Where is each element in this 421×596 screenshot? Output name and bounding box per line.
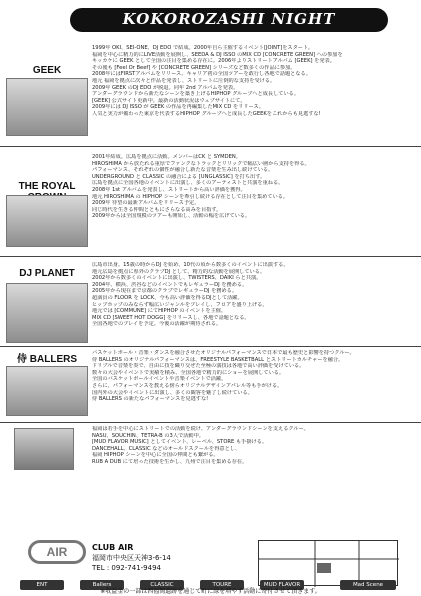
bio-line: 国内外の大会やイベントに出演し、多くの観客を魅了し続けている。 xyxy=(92,389,253,396)
bio-line: 超満員の FLOOR を LOCK、今も高い評価を得るDJとして活躍。 xyxy=(92,294,243,301)
bio-line: [GEEK] 公式サイト更新中。最新の活動状況はウェブサイトにて。 xyxy=(92,97,246,104)
artist-photo xyxy=(6,283,88,343)
bio-line: 2009年からは全国規模のツアーも開始し、活動の幅を広げている。 xyxy=(92,213,251,220)
bio-line: バスケットボール・音楽・ダンスを融合させたオリジナルパフォーマンスで日本で最も歴史と影響を持つクルー。 xyxy=(92,350,355,356)
bio-line: 福岡 HIPHOP シーンを中心に全国の仲間とも繋がる。 xyxy=(92,452,219,459)
sponsor-logo: Ballers xyxy=(80,580,124,590)
bio-line: [MUD FLAVOR MUSIC] としてイベント、レーベル、STORE も手掛ける。 xyxy=(92,439,268,446)
section-divider xyxy=(0,346,421,347)
section-divider xyxy=(0,256,421,257)
artist-name: 侍 BALLERS xyxy=(17,354,77,365)
bio-line: パフォーマンス、それぞれの個性が融合し新たな音楽を生み出し続けている。 xyxy=(92,167,274,174)
bio-line: 地元広島を拠点に県外のクラブDJ として、精力的な活動を展開している。 xyxy=(92,268,266,275)
bio-line: 全国のバスケットボールイベントや音楽イベントで活躍。 xyxy=(92,376,227,383)
bio-line: 広島を拠点に全国各地のイベントに出演し、多くのアーティストと共演を重ねる。 xyxy=(92,180,284,187)
bio-line: アンダーグラウンドから新たなシーンを築き上げるHIPHOP グループへと成長している。 xyxy=(92,91,300,98)
section-divider xyxy=(0,146,421,147)
bio-line: ヒップホップのみならず幅広いジャンルをプレイし、フロアを盛り上げる。 xyxy=(92,301,268,308)
bio-line: DANCEHALL、CLASSIC などのオールドスクールを得意とし、 xyxy=(92,445,241,452)
artist-name: GEEK xyxy=(32,65,62,76)
bio-line: 数々の大会やイベントで実績を積み、全国各地で精力的にショーを展開している。 xyxy=(92,369,285,376)
bio-line: 福岡は若手を中心にストリートでの活動を続け、アンダーグラウンドシーンを支えるクルー。 xyxy=(92,426,309,432)
artist-bio xyxy=(92,45,414,145)
bio-line: 2009年 待望の最新アルバムをリリース予定。 xyxy=(92,200,200,207)
bio-line: 広島市出身。15歳の時からDJ を始め、10代の頃から数多くのイベントに出演する。 xyxy=(92,262,289,268)
artist-bio xyxy=(92,350,414,420)
sponsor-logo: TOURE xyxy=(200,580,244,590)
bio-line: 地元 HIROSHIMA の HIPHOP シーンを牽引し続ける存在として注目を集めている。 xyxy=(92,193,289,200)
bio-line: 人気と実力が備わった東京を代表するHIPHOP グループへと成長したGEEKをこれからも見逃すな! xyxy=(92,110,321,117)
bio-line: 2005年から現在まで京都のクラブでレギュラーDJ を務める。 xyxy=(92,288,238,295)
bio-line: 侍 BALLERS の新たなパフォーマンスを見逃すな! xyxy=(92,396,209,403)
sponsor-logo: CLASSIC xyxy=(140,580,184,590)
air-logo: AIR xyxy=(28,540,86,564)
bio-line: 全国各地でのプレイを予定。今後の活躍が期待される。 xyxy=(92,321,222,328)
club-info xyxy=(92,543,242,573)
artist-bio xyxy=(92,262,414,344)
artist-bio xyxy=(92,154,414,254)
bio-line: 2008年にはFIRSTアルバムをリリース。キャリア初の全国ツアーを敢行し各地で話題となる。 xyxy=(92,71,311,78)
page-title: KOKOROZASHI NIGHT xyxy=(122,10,336,28)
bio-line: 1999年 OKI、SEI-ONE、DJ EDO で結成。2000年自ら主催するイベント[JOINT]をスタート。 xyxy=(92,45,313,51)
bio-line: 同じ時代を生きる仲間とともにさらなる高みを目指す。 xyxy=(92,206,222,213)
artist-name: THE ROYAL xyxy=(18,181,76,192)
bio-line: 2008年 1st アルバムを発表し、ストリートから高い評価を獲得。 xyxy=(92,186,246,193)
bio-line: 2002年から数多くのイベントに出演し、TWISTERS、DAIKI らと共演。 xyxy=(92,275,262,282)
artist-photo xyxy=(6,366,88,416)
section-divider xyxy=(0,422,421,423)
club-name: CLUB AIR xyxy=(92,543,134,552)
header xyxy=(0,0,421,38)
bio-line: 2009年 GEEK のDJ EDO が脱退。同年 2nd アルバムを発表。 xyxy=(92,84,239,91)
bio-line: 地元 福岡を拠点に次々と作品を発表し、ストリートに圧倒的な支持を受ける。 xyxy=(92,77,276,84)
bio-line: 2004年、横浜、渋谷などのイベントでもレギュラーDJ を務める。 xyxy=(92,281,248,288)
title-banner xyxy=(70,8,388,32)
artist-photo xyxy=(6,78,88,136)
artist-photo xyxy=(6,195,88,247)
club-tel: TEL : 092-741-9494 xyxy=(92,564,161,572)
bio-line: NASU、SOUCHIN、TETRA-B の3人で活動中。 xyxy=(92,432,204,439)
bio-line: キッカケに GEEK として全国の注目を集める存在に。2006年よりストリートアルバム [GEEK] を発表。 xyxy=(92,58,335,65)
club-address: 福岡市中央区天神3-6-14 xyxy=(92,554,171,562)
bio-line: 侍 BALLERS のオリジナルパフォーマンスは、FREESTYLE BASKETBALL とストリートカルチャーを融合。 xyxy=(92,356,344,363)
bio-line: 地元では [COMMUNE] にてHIPHOP のイベントを主催。 xyxy=(92,308,227,315)
sponsor-logo: ENT xyxy=(20,580,64,590)
artist-name: DJ PLANET xyxy=(19,268,75,279)
bio-line: MIX CD [SWEET HOT DOGG] をリリースし、各地で話題となる。 xyxy=(92,314,250,321)
bio-line: さらに、パフォーマンスを教える傍らオリジナルデザインアパレル等も手がける。 xyxy=(92,382,283,389)
bio-line: 2009年には DJ ISSO が GEEK の作品を再編集したMIX CD をリリース。 xyxy=(92,104,265,111)
bio-line: RUB A DUB にて培った技術を生かし、九州で注目を集める存在。 xyxy=(92,458,248,465)
bio-line: UNDERGROUND と CLASSIC の融合による [UNGLASSIC] を打ち出す。 xyxy=(92,173,266,180)
bio-line: その後も [Feel Or Beef] や [CONCRETE GREEN] シリーズなど数多くの作品に参加。 xyxy=(92,64,296,71)
bio-line: ドリブルで音楽を奏で、自由に技を織り交ぜた至極の演技は各地で高い評価を受けている。 xyxy=(92,363,305,370)
artist-bio xyxy=(92,426,414,470)
bio-line: 2001年結成。広島を拠点に活動。メンバーはCK と SYMDEN。 xyxy=(92,154,241,160)
map-venue-marker xyxy=(317,563,331,573)
bio-line: HIROSHIMA から放たれる重厚でファンクなトラックとリリックで幅広い層から支持を得る。 xyxy=(92,160,310,167)
crew-logo xyxy=(14,428,74,470)
bio-line: 福岡を中心に精力的にLIVE活動を展開し、SEEDA & DJ ISSO のMIX CD [CONCRETE GREEN] への参加を xyxy=(92,51,343,58)
sponsor-logo: Mad Scene xyxy=(340,580,396,590)
donation-note: ※収益金の一部は西福岡遺跡を通じて町に緑を増やす活動に寄付させて頂きます。 xyxy=(100,588,321,595)
sponsor-logo: MUD FLAVOR xyxy=(260,580,304,590)
